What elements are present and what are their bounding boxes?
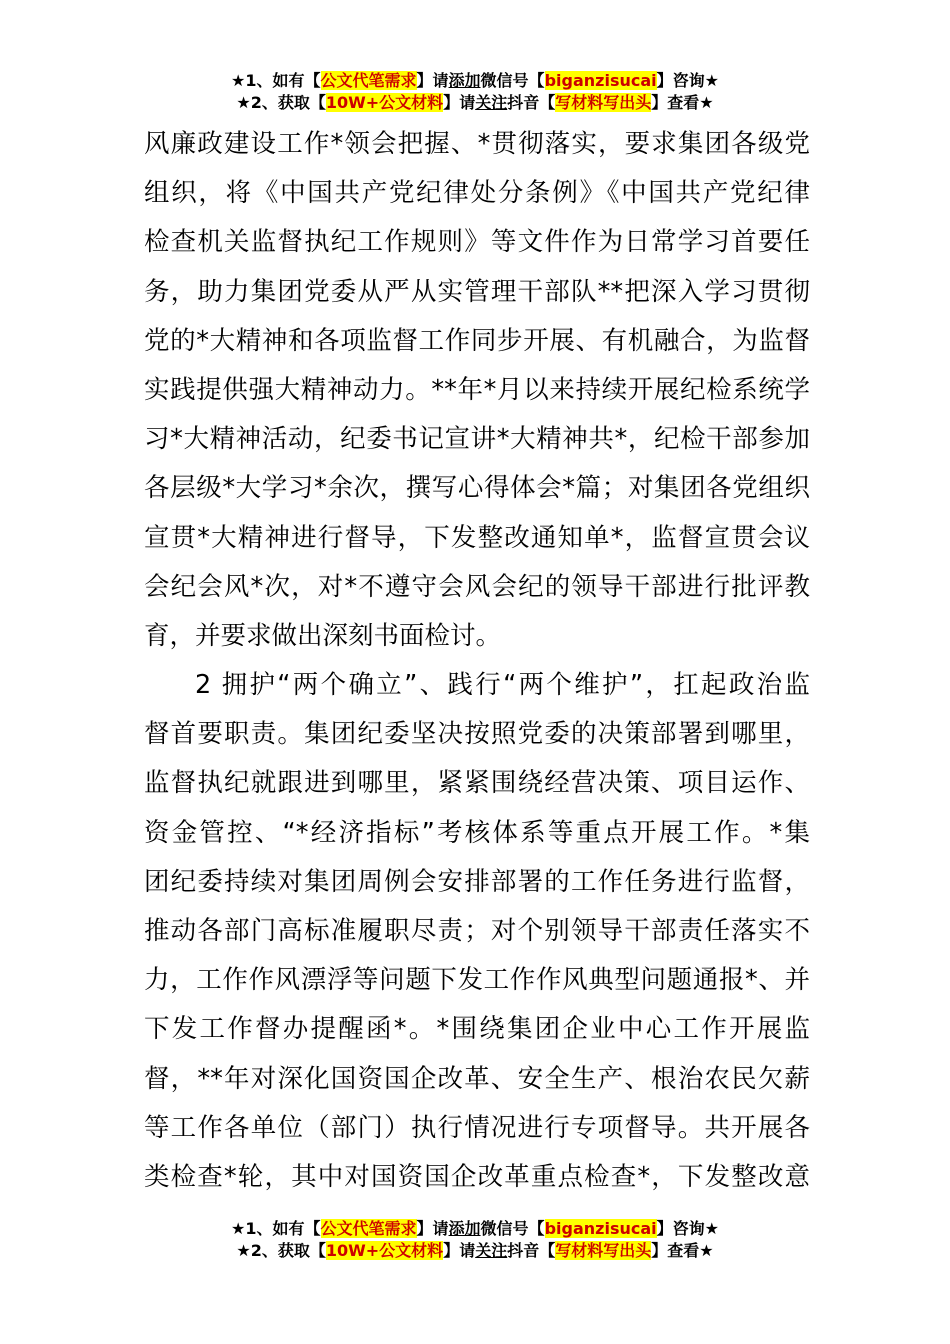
text-line: 检查机关监督执纪工作规则》等文件作为日常学习首要任 (144, 227, 810, 258)
text-line: 习*大精神活动，纪委书记宣讲*大精神共*，纪检干部参加 (144, 424, 810, 455)
banner-text: 】咨询★ (656, 1219, 719, 1238)
banner-text: ★2、获取【 (236, 93, 326, 112)
banner-highlight: biganzisucai (544, 1219, 657, 1238)
banner-text: 】请 (443, 93, 476, 112)
banner-text: ★1、如有【 (231, 1219, 321, 1238)
text-line: 下发工作督办提醒函*。*围绕集团企业中心工作开展监 (144, 1014, 810, 1045)
banner-text: 】查看★ (651, 93, 714, 112)
banner-text: 】咨询★ (656, 71, 719, 90)
banner-text: ★1、如有【 (231, 71, 321, 90)
text-line: 风廉政建设工作*领会把握、*贯彻落实，要求集团各级党 (144, 129, 810, 159)
text-line: 类检查*轮，其中对国资国企改革重点检查*，下发整改意 (144, 1161, 810, 1192)
banner-underlined: 添加 (448, 71, 481, 90)
bottom-banner (0, 1218, 950, 1262)
banner-text: 抖音【 (507, 1241, 556, 1260)
banner-line-2 (0, 1240, 950, 1262)
banner-highlight: 写材料写出头 (555, 93, 652, 112)
text-line: 育，并要求做出深刻书面检讨。 (144, 620, 502, 651)
text-line: 会纪会风*次，对*不遵守会风会纪的领导干部进行批评教 (144, 571, 810, 602)
text-line: 2 拥护“两个确立”、践行“两个维护”，扛起政治监 (195, 670, 810, 701)
banner-line-2 (0, 92, 950, 114)
text-line: 团纪委持续对集团周例会安排部署的工作任务进行监督， (144, 866, 810, 897)
text-line: 各层级*大学习*余次，撰写心得体会*篇；对集团各党组织 (144, 473, 810, 504)
text-line: 督首要职责。集团纪委坚决按照党委的决策部署到哪里， (144, 719, 810, 750)
text-line: 推动各部门高标准履职尽责；对个别领导干部责任落实不 (144, 916, 810, 946)
banner-highlight: 公文代笔需求 (320, 1219, 417, 1238)
document-body (144, 120, 810, 1202)
banner-line-1 (0, 70, 950, 92)
text-line: 力，工作作风漂浮等问题下发工作作风典型问题通报*、并 (144, 965, 810, 996)
text-line: 监督执纪就跟进到哪里，紧紧围绕经营决策、项目运作、 (144, 768, 810, 799)
text-line: 资金管控、“*经济指标”考核体系等重点开展工作。*集 (144, 817, 810, 848)
banner-text: ★2、获取【 (236, 1241, 326, 1260)
banner-highlight: 公文代笔需求 (320, 71, 417, 90)
banner-text: 微信号【 (480, 71, 545, 90)
banner-underlined: 添加 (448, 1219, 481, 1238)
banner-text: 抖音【 (507, 93, 556, 112)
banner-underlined: 关注 (475, 1241, 508, 1260)
text-line: 宣贯*大精神进行督导，下发整改通知单*，监督宣贯会议 (144, 522, 810, 553)
banner-text: 】请 (416, 1219, 449, 1238)
banner-text: 】查看★ (651, 1241, 714, 1260)
banner-text: 微信号【 (480, 1219, 545, 1238)
banner-underlined: 关注 (475, 93, 508, 112)
text-line: 等工作各单位（部门）执行情况进行专项督导。共开展各 (144, 1112, 810, 1143)
banner-text: 】请 (416, 71, 449, 90)
banner-text: 】请 (443, 1241, 476, 1260)
banner-highlight: 10W+公文材料 (325, 93, 444, 112)
text-line: 党的*大精神和各项监督工作同步开展、有机融合，为监督 (144, 325, 810, 356)
text-line: 务，助力集团党委从严从实管理干部队**把深入学习贯彻 (144, 276, 810, 307)
banner-highlight: 10W+公文材料 (325, 1241, 444, 1260)
text-line: 组织，将《中国共产党纪律处分条例》《中国共产党纪律 (144, 178, 810, 209)
text-line: 实践提供强大精神动力。**年*月以来持续开展纪检系统学 (144, 374, 810, 405)
banner-line-1 (0, 1218, 950, 1240)
top-banner (0, 70, 950, 114)
banner-highlight: biganzisucai (544, 71, 657, 90)
banner-highlight: 写材料写出头 (555, 1241, 652, 1260)
text-line: 督，**年对深化国资国企改革、安全生产、根治农民欠薪 (144, 1063, 810, 1094)
